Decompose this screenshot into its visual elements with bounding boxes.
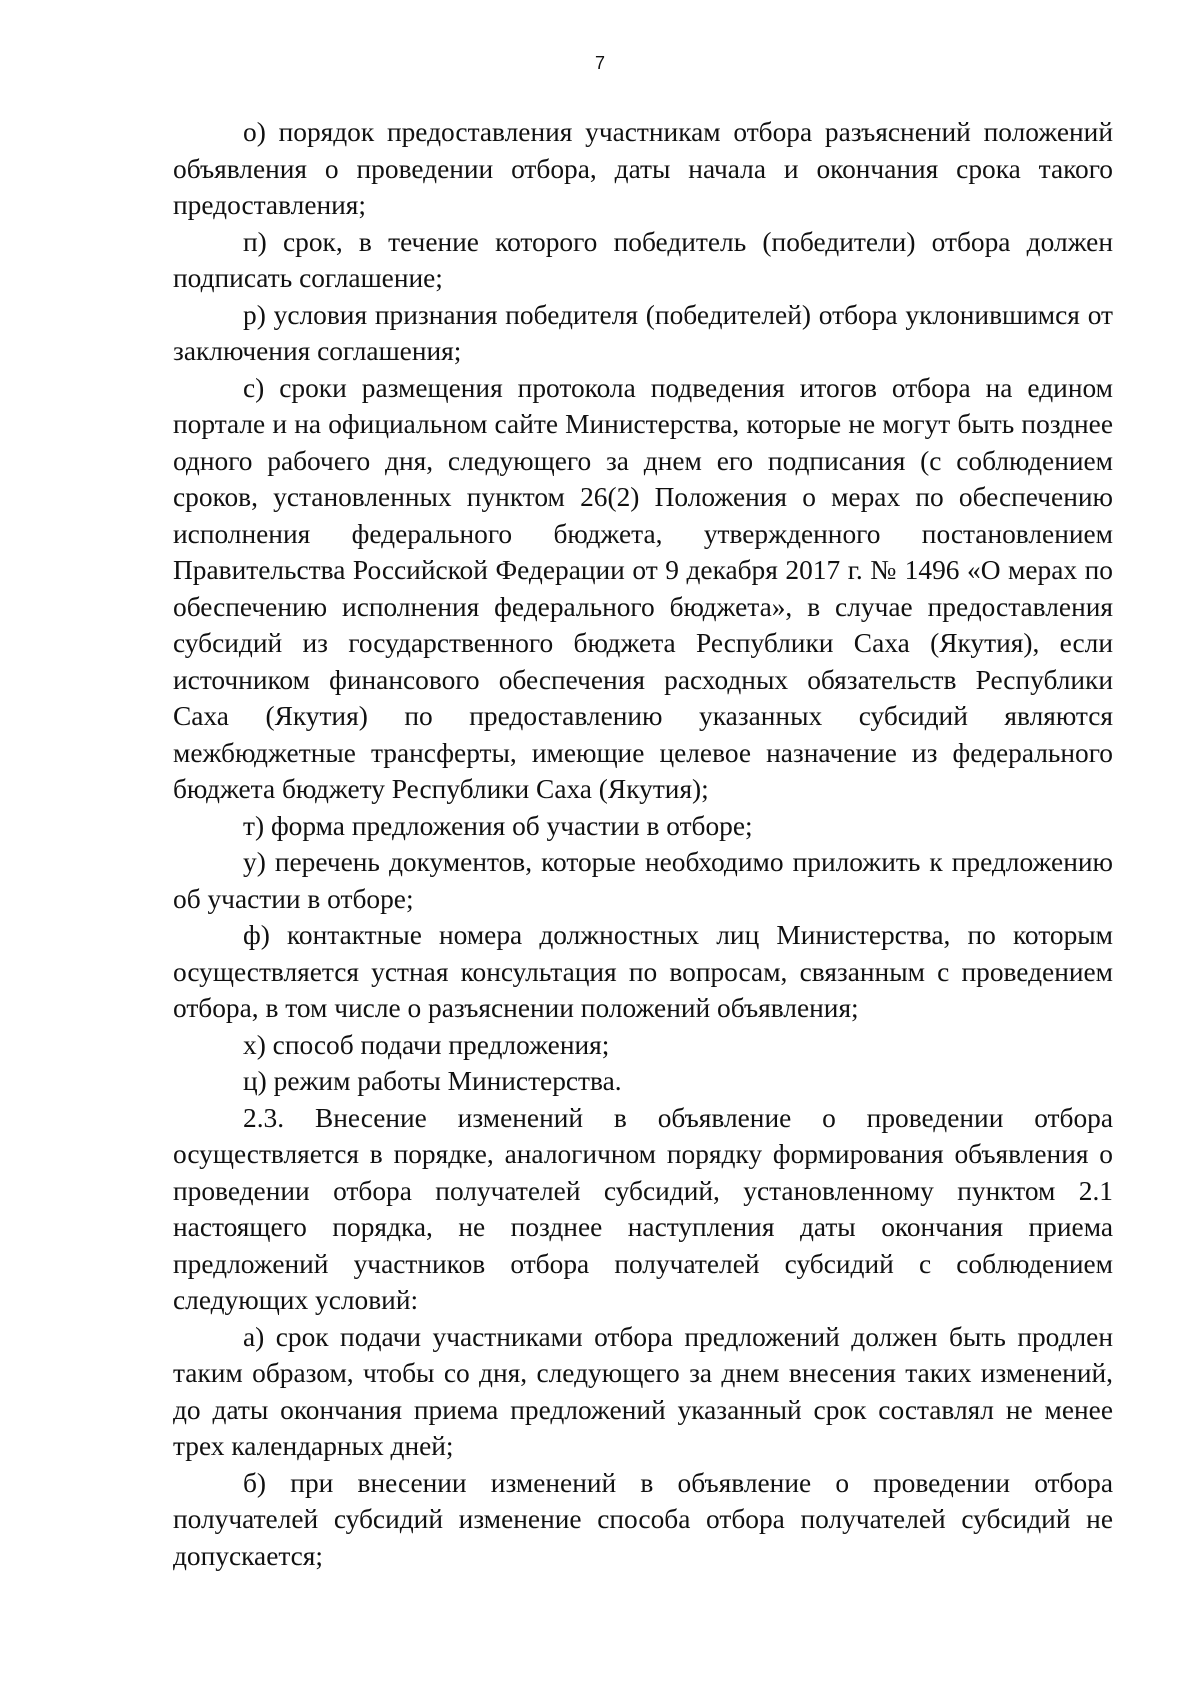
paragraph-ts: ц) режим работы Министерства. [243, 1066, 622, 1096]
paragraph-r: р) условия признания победителя (победителей) отбора уклонившимся от заключения соглашения; [173, 299, 1113, 366]
paragraph-kh: х) способ подачи предложения; [243, 1029, 610, 1060]
page-number: 7 [594, 53, 605, 73]
paragraph-2-3: 2.3. Внесение изменений в объявление о проведении отбора осуществляется в порядке, аналогичном порядку формирования объявления о проведении отбора получателей субсидий, установленному пунктом 2.1 настоящего порядка, не позднее наступления даты окончания приема предложений участников отбора получателей субсидий с соблюдением следующих условий: [173, 1102, 1113, 1315]
document-body [173, 114, 1113, 1574]
paragraph-b: б) при внесении изменений в объявление о проведении отбора получателей субсидий изменение способа отбора получателей субсидий не допускается; [173, 1467, 1113, 1571]
paragraph-a: а) срок подачи участниками отбора предложений должен быть продлен таким образом, чтобы со дня, следующего за днем внесения таких изменений, до даты окончания приема предложений указанный срок составлял не менее трех календарных дней; [173, 1321, 1113, 1461]
paragraph-o: о) порядок предоставления участникам отбора разъяснений положений объявления о проведении отбора, даты начала и окончания срока такого предоставления; [173, 117, 1113, 220]
paragraph-u: у) перечень документов, которые необходимо приложить к предложению об участии в отборе; [173, 847, 1113, 914]
paragraph-f: ф) контактные номера должностных лиц Министерства, по которым осуществляется устная консультация по вопросам, связанным с проведением отбора, в том числе о разъяснении положений объявления; [173, 920, 1113, 1023]
paragraph-t: т) форма предложения об участии в отборе; [243, 810, 753, 841]
paragraph-s: с) сроки размещения протокола подведения итогов отбора на едином портале и на официальном сайте Министерства, которые не могут быть позднее одного рабочего дня, следующего за днем его подписания (с соблюдением сроков, установленных пунктом 26(2) Положения о мерах по обеспечению исполнения федерального бюджета, утвержденного постановлением Правительства Российской Федерации от 9 декабря 2017 г. № 1496 «О мерах по обеспечению исполнения федерального бюджета», в случае предоставления субсидий из государственного бюджета Республики Саха (Якутия), если источником финансового обеспечения расходных обязательств Республики Саха (Якутия) по предоставлению указанных субсидий являются межбюджетные трансферты, имеющие целевое назначение из федерального бюджета бюджету Республики Саха (Якутия); [173, 372, 1113, 804]
paragraph-p: п) срок, в течение которого победитель (победители) отбора должен подписать соглашение; [173, 226, 1113, 293]
